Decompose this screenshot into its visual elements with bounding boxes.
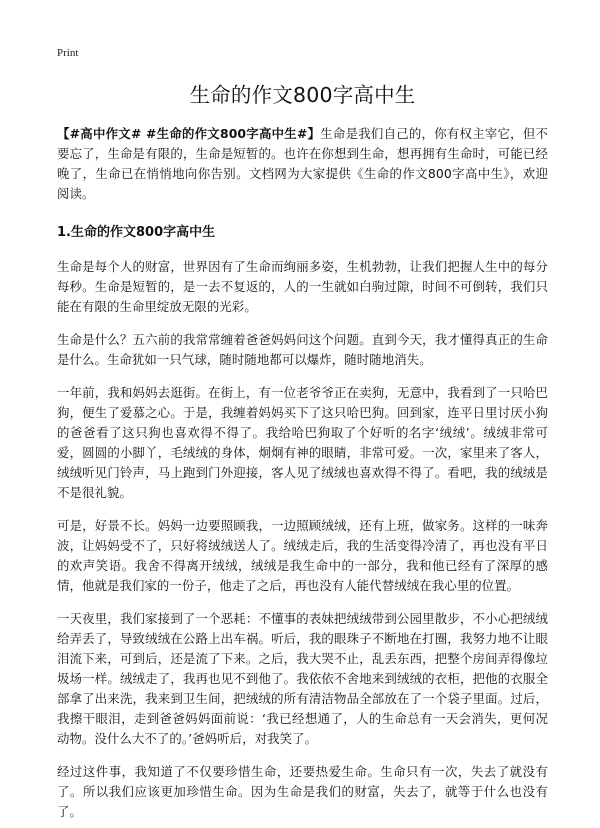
paragraph-3: 一年前，我和妈妈去逛街。在街上，有一位老爷爷正在卖狗，无意中，我看到了一只哈巴狗，便生了爱慕之心。于是，我缠着妈妈买下了这只哈巴狗。回到家，连平日里讨厌小狗的爸爸看了这只狗也喜欢得不得了。我给哈巴狗取了个好听的名字‘绒绒’。绒绒非常可爱，圆圆的小脚丫，毛绒绒的身体，炯炯有神的眼睛，非常可爱。一次，家里来了客人，绒绒听见门铃声，马上跑到门外迎接，客人见了绒绒也喜欢得不得了。看吧，我的绒绒是不是很礼貌。: [57, 385, 548, 500]
intro-text: 生命是我们自己的，你有权主宰它，但不要忘了，生命是有限的，生命是短暂的。也许在你想到生命，想再拥有生命时，可能已经晚了，生命已在悄悄地向你告别。文档网为大家提供《生命的作文800字高中生》，欢迎阅读。: [57, 126, 548, 201]
paragraph-1: 生命是每个人的财富，世界因有了生命而绚丽多姿，生机勃勃，让我们把握人生中的每分每秒。生命是短暂的，是一去不复返的，人的一生就如白驹过隙，时间不可倒转，我们只能在有限的生命里绽放无限的光彩。: [57, 259, 548, 314]
intro-paragraph: [57, 124, 548, 204]
section-heading: 1.生命的作文800字高中生: [57, 225, 216, 240]
paragraph-2: 生命是什么？五六前的我常常缠着爸爸妈妈问这个问题。直到今天，我才懂得真正的生命是什么。生命犹如一只气球，随时随地都可以爆炸，随时随地消失。: [57, 332, 548, 367]
intro-tags: 【#高中作文# #生命的作文800字高中生#】: [57, 126, 321, 141]
paragraph-4: 可是，好景不长。妈妈一边要照顾我，一边照顾绒绒，还有上班，做家务。这样的一味奔波，让妈妈受不了，只好将绒绒送人了。绒绒走后，我的生活变得冷清了，再也没有平日的欢声笑语。我舍不得离开绒绒，绒绒是我生命中的一部分，我和他已经有了深厚的感情，他就是我们家的一份子，他走了之后，再也没有人能代替绒绒在我心里的位置。: [57, 518, 548, 593]
paragraph-6: 经过这件事，我知道了不仅要珍惜生命，还要热爱生命。生命只有一次，失去了就没有了。所以我们应该更加珍惜生命。因为生命是我们的财富，失去了，就等于什么也没有了。: [57, 764, 548, 819]
print-link[interactable]: Print: [57, 47, 79, 59]
paragraph-5: 一天夜里，我们家接到了一个恶耗：不懂事的表妹把绒绒带到公园里散步，不小心把绒绒给弄丢了，导致绒绒在公路上出车祸。听后，我的眼珠子不断地在打圈，我努力地不让眼泪流下来，可到后，还是流了下来。之后，我大哭不止，乱丢东西，把整个房间弄得像垃圾场一样。绒绒走了，我再也见不到他了。我依依不舍地来到绒绒的衣柜，把他的衣服全部拿了出来洗，我来到卫生间，把绒绒的所有清洁物品全部放在了一个袋子里面。过后，我擦干眼泪，走到爸爸妈妈面前说：‘我已经想通了，人的生命总有一天会消失，更何况动物。没什么大不了的。’爸妈听后，对我笑了。: [57, 611, 548, 746]
page-title: 生命的作文800字高中生: [189, 83, 416, 107]
